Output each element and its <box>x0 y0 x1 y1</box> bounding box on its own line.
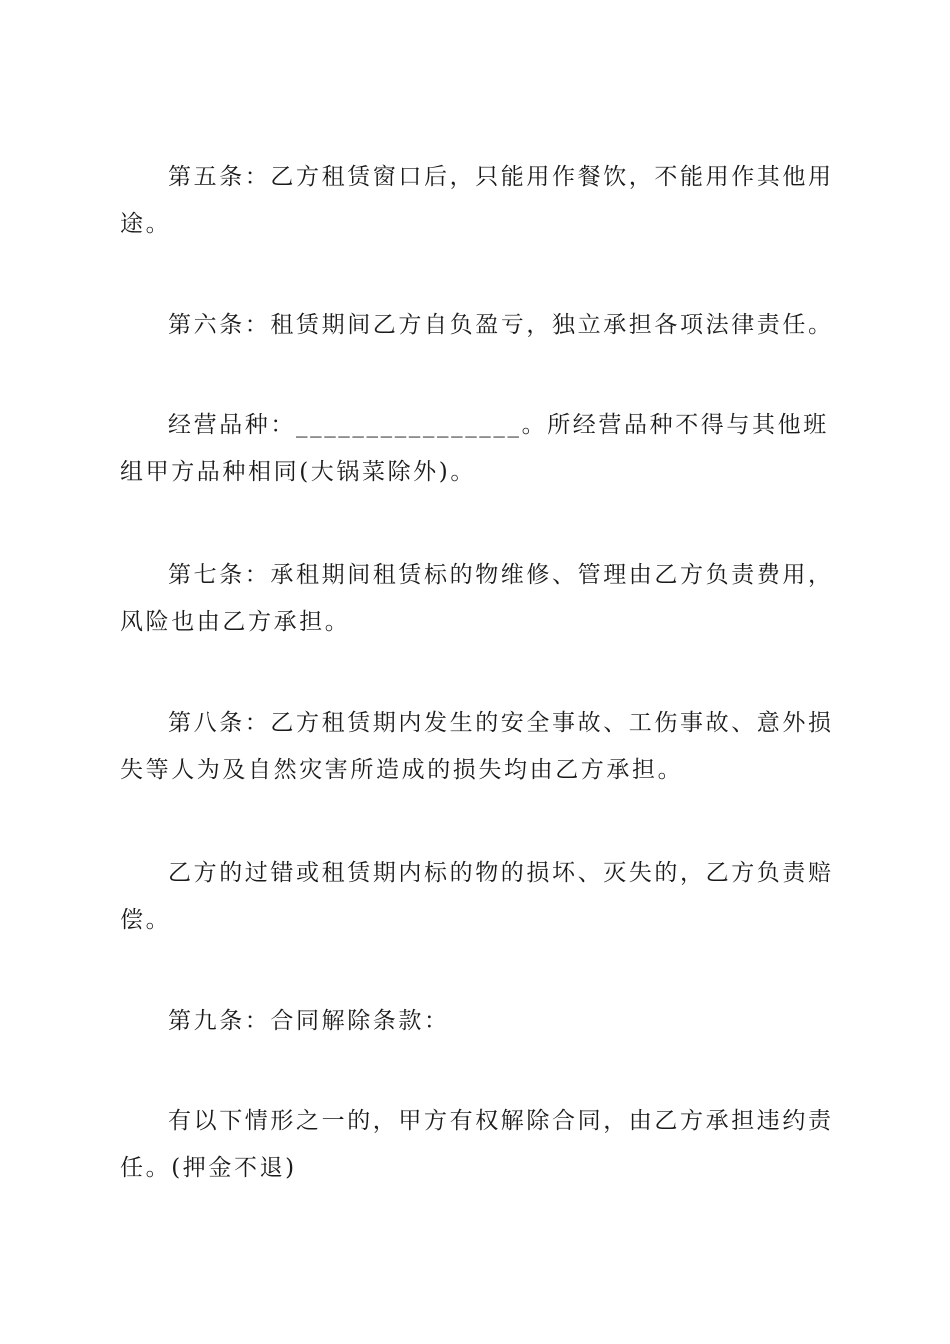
paragraph-article-5: 第五条：乙方租赁窗口后，只能用作餐饮，不能用作其他用途。 <box>120 164 834 237</box>
paragraph-article-7: 第七条：承租期间租赁标的物维修、管理由乙方负责费用，风险也由乙方承担。 <box>120 562 834 635</box>
paragraph-article-8: 第八条：乙方租赁期内发生的安全事故、工伤事故、意外损失等人为及自然灾害所造成的损失均由乙方承担。 <box>120 710 834 783</box>
paragraph-article-6: 第六条：租赁期间乙方自负盈亏，独立承担各项法律责任。 <box>168 312 834 338</box>
paragraph-termination-conditions: 有以下情形之一的，甲方有权解除合同，由乙方承担违约责任。(押金不退) <box>120 1108 834 1181</box>
paragraph-fault-compensation: 乙方的过错或租赁期内标的物的损坏、灭失的，乙方负责赔偿。 <box>120 860 834 933</box>
paragraph-business-variety: 经营品种：________________。所经营品种不得与其他班组甲方品种相同(大锅菜除外)。 <box>120 412 829 485</box>
paragraph-article-9: 第九条：合同解除条款： <box>168 1008 450 1034</box>
